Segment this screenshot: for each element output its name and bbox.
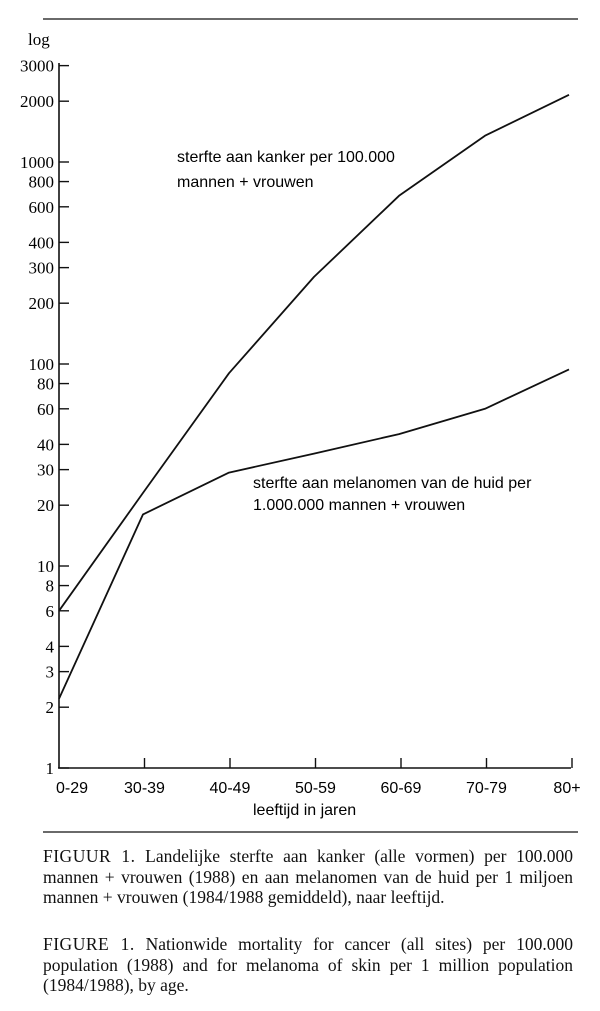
series-lines	[59, 95, 569, 699]
y-tick-label: 100	[28, 355, 54, 374]
caption-english-text: Nationwide mortality for cancer (all sites) per 100.000 population (1988) and for melanoma of skin per 1 million population (1984/1988), by age.	[43, 934, 573, 995]
y-axis-ticks	[20, 57, 69, 778]
caption-dutch	[43, 846, 573, 908]
y-tick-label: 8	[45, 576, 54, 596]
y-tick-label: 3	[45, 662, 54, 682]
x-tick-label: 0-29	[55, 780, 89, 797]
y-tick-label: 2000	[20, 92, 54, 112]
caption-dutch-prefix: FIGUUR 1.	[43, 846, 136, 866]
x-axis-title: leeftijd in jaren	[253, 802, 357, 819]
series-label-cancer-line-1: sterfte aan kanker per 100.000	[177, 149, 395, 166]
y-tick-label: 30	[37, 460, 54, 480]
y-tick-label: 3000	[20, 56, 54, 76]
series-label-melanoma-line-2: 1.000.000 mannen + vrouwen	[253, 497, 466, 514]
caption-dutch-text: Landelijke sterfte aan kanker (alle vormen) per 100.000 mannen + vrouwen (1988) en aan melanomen van de huid per 1 miljoen mannen + vrouwen (1984/1988 gemiddeld), naar leeftijd.	[43, 846, 573, 907]
x-tick-label: 30-39	[124, 780, 165, 797]
series-label-melanoma-line-1: sterfte aan melanomen van de huid per	[253, 475, 532, 492]
x-tick-label: 80+	[553, 780, 581, 797]
y-tick-label: 60	[37, 399, 54, 419]
series-line-melanoma	[59, 369, 569, 698]
y-tick-label: 80	[37, 374, 54, 394]
y-tick-label: 4	[45, 637, 54, 657]
x-tick-label: 40-49	[209, 780, 251, 797]
series-label-cancer-line-2: mannen + vrouwen	[177, 174, 314, 191]
y-tick-label: 6	[45, 601, 54, 621]
y-tick-label: 200	[28, 294, 54, 314]
y-axis-title: log	[28, 30, 50, 49]
y-tick-label: 400	[28, 233, 54, 253]
x-tick-label: 70-79	[466, 780, 507, 797]
x-axis-ticks	[56, 758, 581, 797]
caption-english-prefix: FIGURE 1.	[43, 934, 135, 954]
caption-english	[43, 934, 573, 996]
y-tick-label: 1000	[20, 153, 54, 172]
y-tick-label: 800	[28, 172, 54, 192]
y-tick-label: 40	[37, 435, 54, 455]
y-tick-label: 300	[28, 258, 54, 278]
y-tick-label: 10	[37, 557, 54, 576]
series-line-cancer	[59, 95, 569, 611]
x-tick-label: 60-69	[380, 780, 422, 797]
y-tick-label: 20	[37, 496, 54, 516]
y-tick-label: 1	[45, 759, 54, 778]
x-tick-label: 50-59	[295, 780, 336, 797]
y-tick-label: 2	[45, 698, 54, 718]
y-tick-label: 600	[28, 197, 54, 217]
